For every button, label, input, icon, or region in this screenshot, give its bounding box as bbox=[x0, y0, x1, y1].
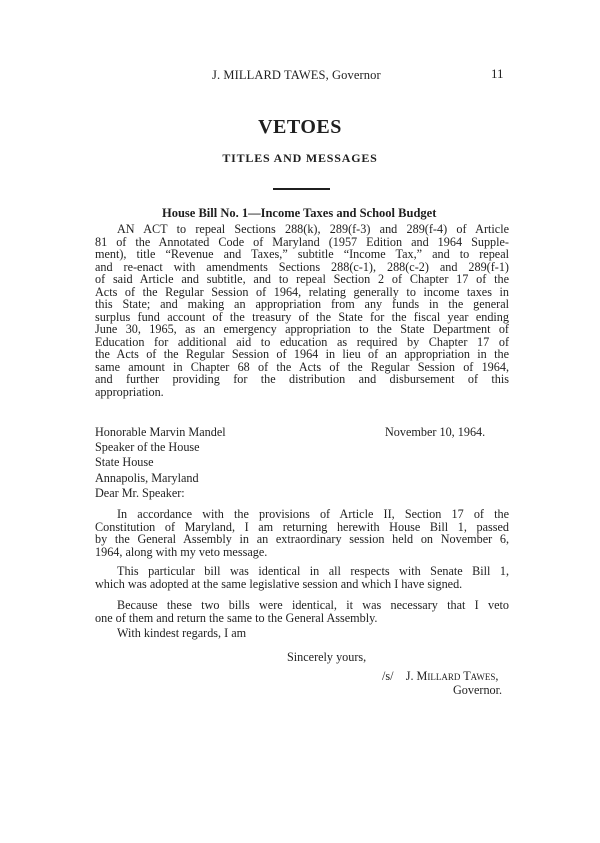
act-line: same amount in Chapter 68 of the Acts of the Regular Session of 1964, bbox=[95, 359, 509, 374]
paragraph-line: Because these two bills were identical, it was necessary that I veto bbox=[117, 598, 509, 612]
paragraph-line: With kindest regards, I am bbox=[117, 626, 247, 640]
act-line: and further providing for the distribution and disbursement of this bbox=[95, 372, 509, 386]
running-header: J. MILLARD TAWES, Governor bbox=[212, 68, 381, 82]
act-line: surplus fund account of the treasury of the State for the fiscal year ending bbox=[95, 309, 509, 324]
paragraph-line: by the General Assembly in an extraordinary session held on November 6, bbox=[95, 532, 509, 546]
paragraph-line: Constitution of Maryland, I am returning herewith House Bill 1, passed bbox=[95, 519, 509, 534]
page-number: 11 bbox=[491, 66, 504, 81]
act-line: appropriation. bbox=[95, 384, 164, 399]
paragraph-2 bbox=[95, 565, 509, 590]
act-line: the Acts of the Regular Session of 1964 in lieu of an appropriation in the bbox=[95, 347, 509, 361]
paragraph-line: which was adopted at the same legislative session and which I have signed. bbox=[95, 576, 463, 591]
page-subtitle: TITLES AND MESSAGES bbox=[222, 151, 378, 165]
act-line: Acts of the Regular Session of 1964, relating generally to income taxes in bbox=[95, 284, 509, 299]
page-title: VETOES bbox=[258, 116, 342, 138]
paragraph-1 bbox=[95, 508, 509, 558]
act-line: June 30, 1965, as an emergency appropriation to the State Department of bbox=[95, 322, 509, 336]
act-line: of said Article and subtitle, and to repeal Section 2 of Chapter 17 of the bbox=[95, 272, 509, 286]
signature-title: Governor. bbox=[453, 683, 503, 697]
signature bbox=[382, 669, 498, 684]
paragraph-line: one of them and return the same to the General Assembly. bbox=[95, 610, 378, 625]
paragraph-3 bbox=[95, 599, 509, 624]
letter-date: November 10, 1964. bbox=[385, 425, 486, 439]
act-line: 81 of the Annotated Code of Maryland (1957 Edition and 1964 Supple- bbox=[95, 234, 509, 249]
address-line: Honorable Marvin Mandel bbox=[95, 425, 226, 439]
act-line: and re-enact with amendments Sections 288(c-1), 288(c-2) and 289(f-1) bbox=[95, 259, 509, 274]
paragraph-line: 1964, along with my veto message. bbox=[95, 544, 268, 559]
act-text bbox=[95, 223, 509, 398]
bill-heading: House Bill No. 1—Income Taxes and School Budget bbox=[162, 206, 437, 220]
act-line: ment), title “Revenue and Taxes,” subtitle “Income Tax,” and to repeal bbox=[95, 247, 509, 261]
paragraph-line: In accordance with the provisions of Article II, Section 17 of the bbox=[117, 507, 509, 521]
salutation: Dear Mr. Speaker: bbox=[95, 486, 185, 500]
signature-prefix: /s/ bbox=[382, 669, 394, 683]
signature-name: J. Millard Tawes, bbox=[405, 669, 499, 683]
closing: Sincerely yours, bbox=[287, 650, 367, 664]
address-line: Speaker of the House bbox=[95, 440, 200, 455]
address-line: State House bbox=[95, 455, 154, 470]
act-line: AN ACT to repeal Sections 288(k), 289(f-3) and 289(f-4) of Article bbox=[117, 222, 509, 236]
paragraph-4 bbox=[95, 627, 509, 640]
paragraph-line: This particular bill was identical in all respects with Senate Bill 1, bbox=[117, 564, 509, 578]
divider-rule bbox=[273, 188, 330, 190]
address-line: Annapolis, Maryland bbox=[95, 470, 199, 485]
act-line: this State; and making an appropriation from any funds in the general bbox=[95, 297, 509, 311]
act-line: Education for additional aid to education as required by Chapter 17 of bbox=[95, 334, 509, 349]
